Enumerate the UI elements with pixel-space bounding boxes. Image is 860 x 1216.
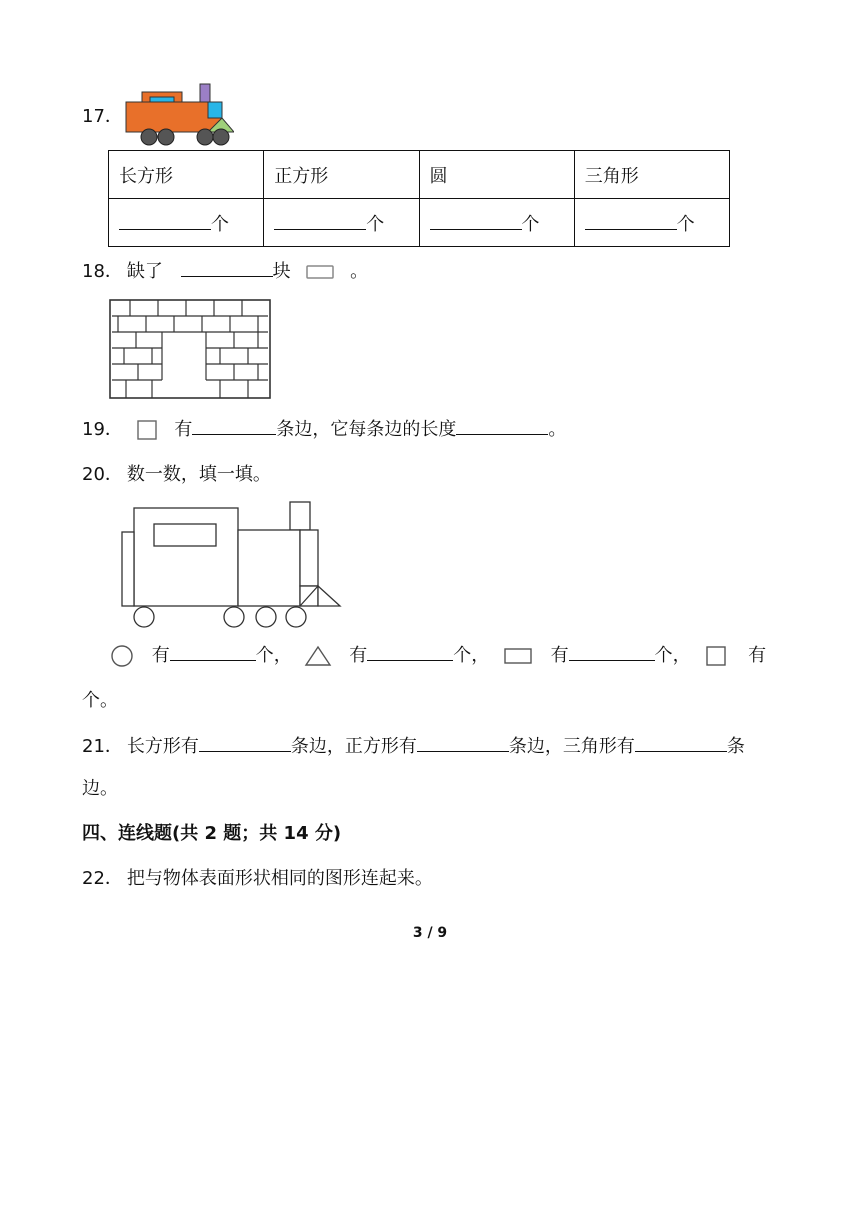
answer-blank[interactable] — [192, 414, 276, 435]
question-number: 17． — [82, 106, 123, 127]
page-number: 3 / 9 — [412, 925, 448, 941]
answer-blank[interactable] — [417, 731, 509, 752]
square-icon — [135, 419, 161, 441]
question-22: 22． 把与物体表面形状相同的图形连起来。 — [82, 864, 780, 894]
answer-blank[interactable] — [456, 414, 548, 435]
question-number: 22． — [82, 868, 123, 889]
table-answer-row — [109, 199, 730, 247]
question-number: 20． — [82, 464, 123, 485]
answer-cell: 个 — [574, 199, 729, 247]
answer-blank[interactable] — [430, 209, 522, 230]
answer-blank[interactable] — [181, 256, 273, 277]
circle-icon — [108, 644, 136, 668]
answer-cell: 个 — [109, 199, 264, 247]
rectangle-icon — [501, 644, 535, 668]
answer-blank[interactable] — [635, 731, 727, 752]
header-cell: 三角形 — [574, 151, 729, 199]
triangle-icon — [303, 644, 333, 668]
answer-cell: 个 — [264, 199, 419, 247]
header-cell: 圆 — [419, 151, 574, 199]
answer-blank[interactable] — [119, 209, 211, 230]
colored-train-image — [122, 80, 234, 148]
answer-blank[interactable] — [170, 640, 256, 661]
train-chimney — [200, 84, 210, 102]
question-20-answers: 有 个， 有 个， 有 个， 有 — [82, 640, 780, 670]
train-wheel — [158, 129, 174, 145]
square-icon — [704, 644, 730, 668]
train-wheel — [213, 129, 229, 145]
answer-blank[interactable] — [585, 209, 677, 230]
shape-count-table — [108, 150, 730, 247]
answer-blank[interactable] — [274, 209, 366, 230]
brick-wall-image — [108, 298, 272, 400]
question-20-answers-cont: 个。 — [82, 690, 118, 711]
question-20: 20． 数一数，填一填。 — [82, 460, 780, 490]
train-front-square — [208, 102, 222, 118]
question-number: 18． — [82, 261, 123, 282]
header-cell: 正方形 — [264, 151, 419, 199]
question-number: 19． — [82, 419, 123, 440]
question-21-cont: 边。 — [82, 778, 118, 799]
table-header-row — [109, 151, 730, 199]
question-21: 21． 长方形有 条边，正方形有 条边，三角形有 条 — [82, 731, 780, 761]
train-wheel — [197, 129, 213, 145]
question-19: 19． 有 条边，它每条边的长度 。 — [82, 414, 780, 444]
outline-train-image — [112, 498, 352, 632]
rectangle-brick-icon — [304, 263, 338, 281]
question-18: 18． 缺了 块 。 — [82, 256, 780, 286]
answer-blank[interactable] — [569, 640, 655, 661]
train-wheel — [141, 129, 157, 145]
answer-cell: 个 — [419, 199, 574, 247]
answer-blank[interactable] — [367, 640, 453, 661]
header-cell: 长方形 — [109, 151, 264, 199]
section-title: 四、连线题(共 2 题；共 14 分) — [82, 823, 342, 844]
answer-blank[interactable] — [199, 731, 291, 752]
question-number: 21． — [82, 736, 123, 757]
